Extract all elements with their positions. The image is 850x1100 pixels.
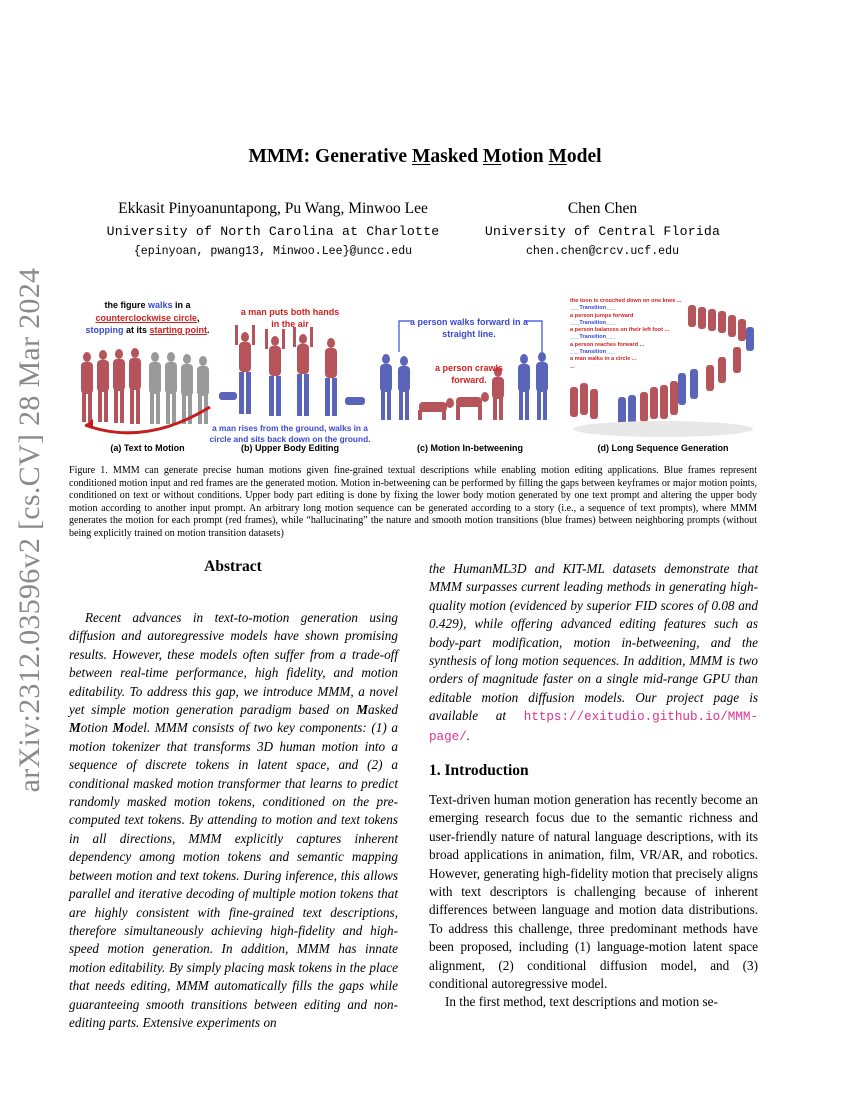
intro-heading: 1. Introduction [429,762,529,779]
story-line: a man walks in a circle ... [570,356,637,363]
panel-a-prompt: the figure walks in a counterclockwise circle, stopping at its starting point. [85,300,210,335]
panel-b-prompt-bottom: a man rises from the ground, walks in a circle and sits back down on the ground. [209,423,371,444]
figure-panel-d [568,297,758,440]
author-block-2 [475,200,730,258]
story-line: a person reaches forward ... [570,341,645,348]
author-names: Chen Chen [567,200,638,217]
figure-panel-a [75,297,220,440]
story-line: ___Transition___ [570,349,616,356]
panel-c-prompt-mid: a person crawls forward. [434,363,504,385]
author-affiliation: University of North Carolina at Charlotte [106,224,440,239]
arxiv-id: arXiv:2312.03596v2 [cs.CV] 28 Mar 2024 [13,267,46,793]
story-line: a person jumps forward [570,312,634,319]
abstract-body: Recent advances in text-to-motion generation using diffusion and autoregressive models have shown promising results. However, these models often suffer from a trade-off between real-time performance, high fidelity, and motion editability. To address this gap, we introduce MMM, a novel yet simple motion generation paradigm based on Masked Motion Model. MMM consists of two key components: (1) a motion tokenizer that transforms 3D human motion into a sequence of discrete tokens in latent space, and (2) a conditional masked motion transformer that learns to predict randomly masked motion tokens, conditioned on the pre-computed text tokens. By attending to motion and text tokens in all directions, MMM explicitly captures inherent dependency among motion tokens and semantic mapping between motion and text tokens. During inference, this allows parallel and iterative decoding of multiple motion tokens that are highly consistent with fine-grained text descriptions, therefore simultaneously achieving high-fidelity and high-speed motion generation. In addition, MMM has innate motion editability. By simply placing mask tokens in the place that needs editing, MMM automatically fills the gaps while guaranteeing smooth transitions between editing and non-editing parts. Extensive experiments on [69,610,398,1030]
story-line: the toon is crouched down on one knee ... [570,298,682,304]
intro-body [429,791,758,1012]
paper-title: MMM: Generative Masked Motion Model [248,146,602,167]
panel-d-subcaption: (d) Long Sequence Generation [597,443,729,453]
author-email: {epinyoan, pwang13, Minwoo.Lee}@uncc.edu [133,245,413,258]
abstract-continuation [429,560,758,744]
abstract-tail: the HumanML3D and KIT-ML datasets demonstrate that MMM surpasses current leading methods in generating high-quality motion (evidenced by superior FID scores of 0.08 and 0.429), while offering advanced editing features such as body-part modification, motion in-betweening, and the synthesis of long motion sequences. In addition, MMM is two orders of magnitude faster on a single mid-range GPU than editable motion diffusion models. Our project page is available at https://exitudio.github.io/MMM-page/. [429,561,758,744]
story-line: a person balances on their left foot ... [570,327,670,334]
human-figures-blue [219,372,365,416]
author-block-1 [90,200,456,258]
abstract-heading: Abstract [204,558,262,575]
panel-c-prompt-top: a person walks forward in a straight line. [409,317,529,339]
human-figures-red [81,348,141,424]
author-affiliation: University of Central Florida [484,224,721,239]
author-email: chen.chen@crcv.ucf.edu [525,245,680,258]
arxiv-stamp [10,267,50,793]
human-figures-red [235,325,337,378]
figure-panel-c [374,297,564,440]
author-names: Ekkasit Pinyoanuntapong, Pu Wang, Minwoo Lee [118,200,428,217]
story-line: ___Transition___ [570,319,616,326]
panel-c-subcaption: (c) Motion In-betweening [417,443,523,453]
panel-a-subcaption: (a) Text to Motion [110,443,185,453]
panel-b-prompt-top: a man puts both hands in the air [240,307,340,329]
story-line: ___Transition___ [570,305,616,312]
story-line: ... [570,363,575,370]
figure-panel-b [205,297,375,444]
figure-caption: Figure 1. MMM can generate precise human motions given fine-grained textual descriptions while enabling motion editing applications. Blue frames represent conditioned motion input and red frames are the generated motion. Motion in-betweening can be performed by filling the gaps between keyframes or major motion points, conditioned on text or without conditions. Upper body part editing is done by fixing the lower body motion generated by one text prompt and altering the upper body motion according to another input prompt. An arbitrary long motion sequence can be generated according to a story (i.e., a sequence of text prompts), where MMM generates the motion for each prompt (red frames), while “hallucinating” the nature and smooth motion transitions (blue frames) between neighboring prompts (without being explicitly trained on motion transition datasets) [69,465,757,539]
panel-b-subcaption: (b) Upper Body Editing [241,443,339,453]
intro-paragraph-1: Text-driven human motion generation has recently become an emerging research focus due to the semantic richness and user-friendly nature of natural language descriptions, with its broad applications in animation, film, VR/AR, and robotics. However, generating high-fidelity motion that precisely aligns with text descriptors is challenging because of inherent differences between language and motion data distributions. To address this challenge, three predominant methods have been proposed, including (1) language-motion latent space alignment, (2) conditional diffusion model, and (3) conditional autoregressive model. [429,792,758,992]
project-page-link[interactable]: https://exitudio.github.io/MMM-page/ [429,710,758,744]
panel-d-story-prompts [570,298,700,371]
intro-paragraph-2: In the first method, text descriptions and motion se- [445,994,718,1010]
story-line: ___Transition___ [570,334,616,341]
